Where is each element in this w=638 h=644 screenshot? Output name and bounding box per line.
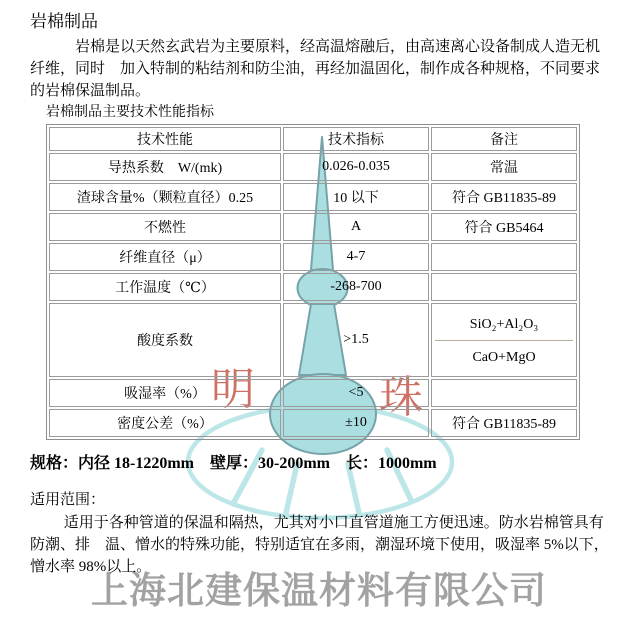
table-row-acidity <box>49 303 577 377</box>
company-watermark-text: 上海北建保温材料有限公司 <box>91 570 547 611</box>
table-row <box>49 409 577 437</box>
cell-property: 渣球含量%（颗粒直径）0.25 <box>49 183 281 211</box>
cell-remark: 常温 <box>431 153 577 181</box>
scope-paragraph: 适用于各种管道的保温和隔热，尤其对小口直管道施工方便迅速。防水岩棉管具有防潮、排 温、憎水的特殊功能，特别适宜在多雨，潮湿环境下使用，吸湿率 5%以下，憎水率 98%以上。 <box>30 515 609 575</box>
scope-heading: 适用范围： <box>30 492 106 508</box>
cell-property: 酸度系数 <box>49 303 281 377</box>
cell-property: 导热系数 W/(mk) <box>49 153 281 181</box>
page-title: 岩棉制品 <box>30 12 98 31</box>
document-page <box>0 12 638 578</box>
cell-remark: 符合 GB5464 <box>431 213 577 241</box>
table-row <box>49 243 577 271</box>
column-header-remark: 备注 <box>431 127 577 151</box>
cell-value: -268-700 <box>283 273 429 301</box>
table-row <box>49 273 577 301</box>
fraction-denominator: CaO+MgO <box>472 349 536 365</box>
watermark-char-zhu: 珠 <box>379 373 423 422</box>
column-header-value: 技术指标 <box>283 127 429 151</box>
column-header-property: 技术性能 <box>49 127 281 151</box>
cell-value: <5 <box>283 379 429 407</box>
fraction-numerator: SiO₂+Al₂O₃ <box>435 308 573 341</box>
cell-property: 纤维直径（μ） <box>49 243 281 271</box>
table-row <box>49 379 577 407</box>
cell-remark <box>431 243 577 271</box>
cell-value: ±10 <box>283 409 429 437</box>
cell-value: A <box>283 213 429 241</box>
technical-spec-table <box>46 124 580 440</box>
table-row <box>49 213 577 241</box>
cell-remark <box>431 379 577 407</box>
cell-remark: 符合 GB11835-89 <box>431 183 577 211</box>
watermark-char-ming: 明 <box>211 365 255 414</box>
table-header-row <box>49 127 577 151</box>
cell-property: 不燃性 <box>49 213 281 241</box>
chemical-fraction <box>435 308 573 373</box>
cell-remark <box>431 273 577 301</box>
cell-value: 4-7 <box>283 243 429 271</box>
cell-property: 工作温度（℃） <box>49 273 281 301</box>
specification-line: 规格：内径 18-1220mm 壁厚：30-200mm 长：1000mm <box>30 455 437 472</box>
cell-remark-fraction <box>431 303 577 377</box>
cell-remark: 符合 GB11835-89 <box>431 409 577 437</box>
cell-property: 吸湿率（%） <box>49 379 281 407</box>
cell-value: >1.5 <box>283 303 429 377</box>
cell-value: 10 以下 <box>283 183 429 211</box>
table-row <box>49 183 577 211</box>
table-caption: 岩棉制品主要技术性能指标 <box>46 105 214 120</box>
table-row <box>49 153 577 181</box>
cell-property: 密度公差（%） <box>49 409 281 437</box>
intro-paragraph: 岩棉是以天然玄武岩为主要原料，经高温熔融后，由高速离心设备制成人造无机纤维，同时 加入特制的粘结剂和防尘油，再经加温固化，制作成各种规格，不同要求的岩棉保温制品。 <box>30 39 601 99</box>
cell-value: 0.026-0.035 <box>283 153 429 181</box>
